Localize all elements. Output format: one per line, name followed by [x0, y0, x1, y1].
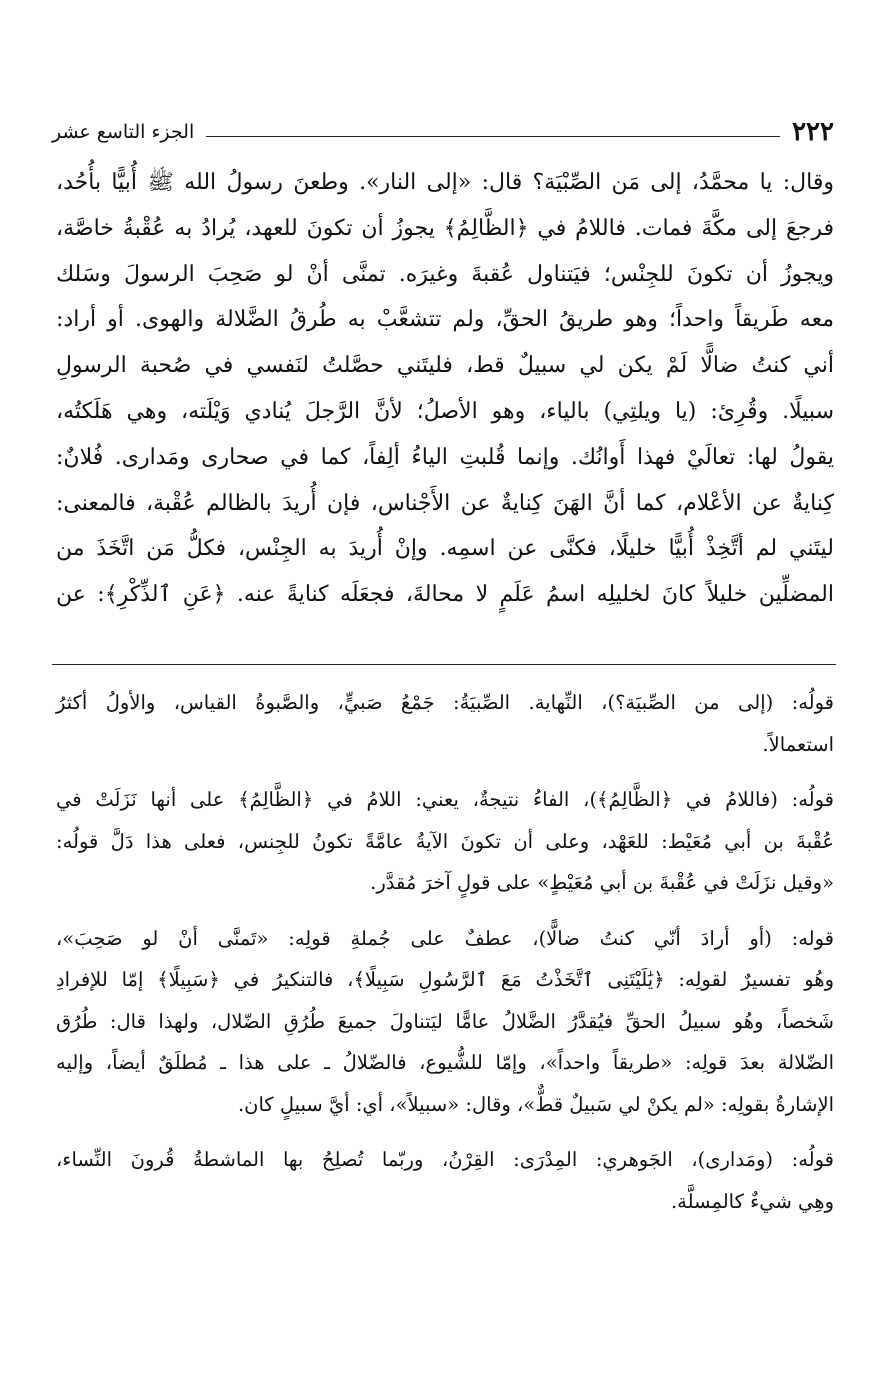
- page-number: ٢٢٢: [792, 117, 834, 147]
- note-line: قوله: (أو أرادَ أنّي كنتُ ضالًّا)، عطفٌ على جُملةِ قولِه: «تَمنَّى أنْ لو صَحِبَ»،: [56, 926, 834, 950]
- note-line: قولُه: (فاللامُ في ﴿الظَّالِمُ﴾)، الفاءُ نتيجةٌ، يعني: اللامُ في ﴿الظَّالِمُ﴾ على أنها نَزَلَتْ في: [56, 788, 834, 811]
- main-text-body: [56, 160, 834, 618]
- note-line: شَخصاً، وهُو سبيلُ الحقِّ فيُقدَّرُ الضَّلالُ عامًّا ليَتناولَ جميعَ طُرُقِ الضّلال، ولهذا قال: طُرُق: [56, 1009, 834, 1033]
- header-rule: [206, 136, 780, 137]
- note-line: قولُه: (ومَدارى)، الجَوهري: المِدْرَى: القِرْنُ، وربّما تُصلِحُ بها الماشطةُ قُرونَ النِّساء،: [56, 1148, 834, 1171]
- text-line: معه طَريقاً واحداً؛ وهو طريقُ الحقِّ، ولم تتشعَّبْ به طُرقُ الضَّلالة والهوى. أو أراد:: [56, 307, 834, 333]
- footnote-separator: [52, 664, 836, 665]
- note-line: وهُو تفسيرٌ لقولِه: ﴿يَٰلَيْتَنِى ٱتَّخَذْتُ مَعَ ٱلرَّسُولِ سَبِيلًا﴾، فالتنكيرُ في ﴿سَبِيلًا﴾ إمّا للإفرادِ: [56, 968, 834, 991]
- note-line: «وقيل نزَلَتْ في عُقْبةَ بن أبي مُعَيْطٍ» على قولٍ آخرَ مُقدَّر.: [370, 871, 834, 894]
- page-header: [52, 112, 834, 152]
- note-line: وهِي شيءٌ كالمِسلَّة.: [670, 1189, 834, 1213]
- note-line: قولُه: (إلى من الصِّبيَة؟)، النِّهاية. الصِّبيَةُ: جَمْعُ صَبيٍّ، والصَّبوةُ القياس، والأولُ أكثرُ: [56, 691, 834, 714]
- note-line: الضّلالة بعدَ قولِه: «طريقاً واحداً»، وإمّا للشُّيوع، فالضّلالُ ـ على هذا ـ مُطلَقٌ أيضاً، وإليه: [56, 1051, 834, 1074]
- footnotes: [56, 682, 834, 1236]
- text-line: وقال: يا محمَّدُ، إلى مَن الصِّبْيَة؟ قال: «إلى النار». وطعنَ رسولُ الله ﷺ أُبيًّا بأُحُد،: [56, 170, 834, 195]
- text-line: ليتَني لم أتَّخِذْ أُبيًّا خليلًا، فكنَّى عن اسمِه. وإنْ أُريدَ به الجِنْس، فكلُّ مَن اتَّخَذَ من: [56, 536, 834, 562]
- text-line: أني كنتُ ضالًّا لَمْ يكن لي سبيلٌ قط، فليتَني حصَّلتُ لنَفسي في صُحبة الرسولِ: [56, 353, 834, 379]
- text-line: ويجوزُ أن تكونَ للجِنْس؛ فيَتناول عُقبةَ وغيرَه. تمنَّى أنْ لو صَحِبَ الرسولَ وسَلك: [56, 261, 834, 287]
- note-line: الإشارةُ بقولِه: «لم يكنْ لي سَبيلٌ قطٌّ»، وقال: «سبيلاً»، أي: أيَّ سبيلٍ كان.: [237, 1092, 834, 1116]
- note-line: عُقْبةَ بن أبي مُعَيْط: للعَهْد، وعلى أن تكونَ الآيةُ عامَّةً تكونُ للجِنس، فعلى هذا دَلَّ قولُه:: [56, 829, 834, 853]
- footnote: [56, 918, 834, 1126]
- text-line: فرجعَ إلى مكَّةَ فمات. فاللامُ في ﴿الظَّالِمُ﴾ يجوزُ أن تكونَ للعهد، يُرادُ به عُقْبةُ خاصَّة،: [56, 215, 834, 241]
- running-title: الجزء التاسع عشر: [52, 121, 195, 143]
- footnote: [56, 779, 834, 904]
- footnote: [56, 682, 834, 765]
- text-line: سبيلًا. وقُرِئ: (يا ويلتِي) بالياء، وهو الأصلُ؛ لأنَّ الرَّجلَ يُنادي وَيْلَته، وهي هَلَكتُه،: [56, 398, 834, 424]
- text-line: المضلِّين خليلاً كانَ لخليلِه اسمُ عَلَمٍ لا محالةَ، فجعَلَه كنايةً عنه. ﴿عَنِ ٱلذِّكْرِ﴾: عن: [56, 582, 834, 608]
- text-line: يقولُ لها: تعالَيْ فهذا أَوانُك. وإنما قُلبتِ الياءُ ألِفاً، كما في صحارى ومَدارى. فُلانٌ:: [56, 444, 834, 470]
- footnote: [56, 1139, 834, 1222]
- text-line: كِنايةٌ عن الأعْلام، كما أنَّ الهَنَ كِنايةٌ عن الأَجْناس، فإن أُريدَ بالظالم عُقْبة، فالمعنى:: [56, 490, 834, 516]
- note-line: استعمالاً.: [762, 732, 834, 756]
